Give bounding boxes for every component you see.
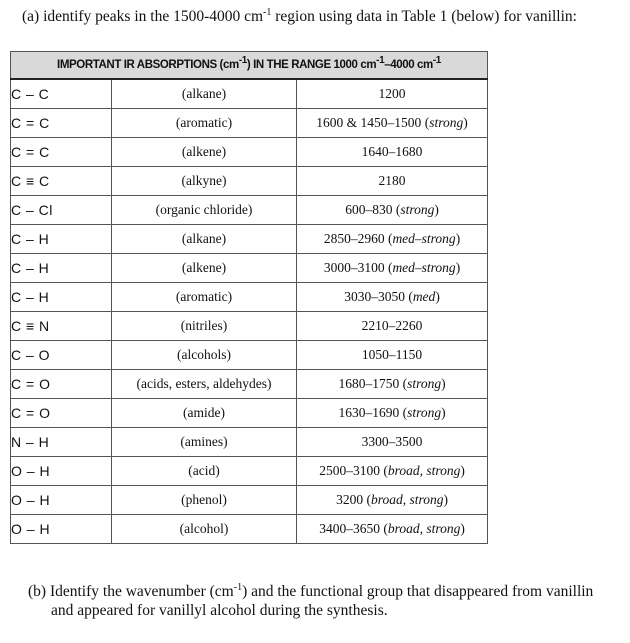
- wavenumber-range: 2500–3100: [319, 463, 380, 478]
- intensity-note: broad, strong: [387, 463, 461, 478]
- bond-cell: C = O: [11, 370, 112, 399]
- table-row: [11, 196, 488, 225]
- table-row: [11, 341, 488, 370]
- question-a-text: (a) identify peaks in the 1500-4000 cm: [22, 8, 264, 25]
- wavenumber-cell: 3030–3050 (med): [297, 283, 488, 312]
- wavenumber-cell: 3000–3100 (med–strong): [297, 254, 488, 283]
- compound-type-cell: (amines): [112, 428, 297, 457]
- table-row: [11, 457, 488, 486]
- bond-cell: O – H: [11, 457, 112, 486]
- table-row: [11, 138, 488, 167]
- intensity-note: strong: [407, 376, 442, 391]
- question-a: [22, 7, 577, 26]
- wavenumber-range: 3200: [336, 492, 364, 507]
- table-row: [11, 109, 488, 138]
- intensity-note: strong: [400, 202, 435, 217]
- table-header: IMPORTANT IR ABSORPTIONS $(cm^{-1})$ IN THE RANGE 1000 $cm^{-1}-4000$ $cm^{-1}$: [11, 52, 488, 80]
- intensity-note: med: [412, 289, 436, 304]
- wavenumber-cell: [297, 79, 488, 109]
- intensity-note: med–strong: [392, 231, 456, 246]
- wavenumber-cell: 1630–1690 (strong): [297, 399, 488, 428]
- compound-type-cell: (acid): [112, 457, 297, 486]
- wavenumber-range: 3400–3650: [319, 521, 380, 536]
- bond-cell: C – H: [11, 254, 112, 283]
- compound-type-cell: (alkyne): [112, 167, 297, 196]
- wavenumber-range: 1630–1690: [338, 405, 400, 420]
- wavenumber-range: 3000–3100: [323, 260, 385, 275]
- table-row: [11, 515, 488, 544]
- intensity-note: strong: [407, 405, 442, 420]
- wavenumber-range: 1600 & 1450–1500: [316, 115, 422, 130]
- compound-type-cell: (alcohols): [112, 341, 297, 370]
- wavenumber-cell: [297, 428, 488, 457]
- question-a-text-end: region using data in Table 1 (below) for vanillin:: [271, 8, 577, 25]
- bond-cell: C – H: [11, 225, 112, 254]
- intensity-note: broad, strong: [370, 492, 444, 507]
- bond-cell: O – H: [11, 486, 112, 515]
- compound-type-cell: (organic chloride): [112, 196, 297, 225]
- bond-cell: C – C: [11, 79, 112, 109]
- bond-cell: C = C: [11, 138, 112, 167]
- compound-type-cell: (phenol): [112, 486, 297, 515]
- wavenumber-range: 1640–1680: [361, 144, 423, 159]
- wavenumber-range: 2850–2960: [323, 231, 385, 246]
- table-row: [11, 79, 488, 109]
- bond-cell: C – Cl: [11, 196, 112, 225]
- wavenumber-cell: [297, 167, 488, 196]
- table-row: [11, 486, 488, 515]
- wavenumber-range: 3300–3500: [361, 434, 423, 449]
- wavenumber-range: 2210–2260: [361, 318, 423, 333]
- wavenumber-range: 1050–1150: [361, 347, 423, 362]
- intensity-note: med–strong: [392, 260, 456, 275]
- wavenumber-cell: 3200 (broad, strong): [297, 486, 488, 515]
- intensity-note: broad, strong: [387, 521, 461, 536]
- bond-cell: C ≡ C: [11, 167, 112, 196]
- wavenumber-range: 2180: [378, 173, 406, 188]
- question-b-superscript: -1: [233, 581, 243, 593]
- wavenumber-cell: [297, 341, 488, 370]
- wavenumber-range: 1680–1750: [338, 376, 400, 391]
- compound-type-cell: (aromatic): [112, 109, 297, 138]
- wavenumber-range: 600–830: [345, 202, 393, 217]
- table-row: [11, 312, 488, 341]
- wavenumber-cell: [297, 138, 488, 167]
- compound-type-cell: (alkane): [112, 79, 297, 109]
- wavenumber-range: 1200: [378, 86, 406, 101]
- wavenumber-range: 3030–3050: [344, 289, 405, 304]
- bond-cell: C ≡ N: [11, 312, 112, 341]
- table-row: [11, 370, 488, 399]
- question-b: [28, 582, 623, 620]
- compound-type-cell: (alkene): [112, 138, 297, 167]
- table-row: [11, 167, 488, 196]
- table-row: [11, 254, 488, 283]
- bond-cell: C – H: [11, 283, 112, 312]
- question-b-text: (b) Identify the wavenumber (cm: [28, 583, 234, 600]
- wavenumber-cell: 3400–3650 (broad, strong): [297, 515, 488, 544]
- ir-absorption-table: [10, 51, 488, 544]
- bond-cell: C = C: [11, 109, 112, 138]
- compound-type-cell: (acids, esters, aldehydes): [112, 370, 297, 399]
- question-b-line2: and appeared for vanillyl alcohol during the synthesis.: [51, 602, 388, 619]
- wavenumber-cell: [297, 312, 488, 341]
- compound-type-cell: (alkene): [112, 254, 297, 283]
- table-row: [11, 225, 488, 254]
- question-a-superscript: -1: [263, 6, 272, 18]
- bond-cell: O – H: [11, 515, 112, 544]
- bond-cell: C = O: [11, 399, 112, 428]
- wavenumber-cell: 2500–3100 (broad, strong): [297, 457, 488, 486]
- compound-type-cell: (amide): [112, 399, 297, 428]
- bond-cell: C – O: [11, 341, 112, 370]
- wavenumber-cell: 1600 & 1450–1500 (strong): [297, 109, 488, 138]
- table-body: [11, 79, 488, 544]
- wavenumber-cell: 1680–1750 (strong): [297, 370, 488, 399]
- table-row: [11, 428, 488, 457]
- question-b-text-end: ) and the functional group that disappeared from vanillin: [242, 583, 594, 600]
- wavenumber-cell: 600–830 (strong): [297, 196, 488, 225]
- compound-type-cell: (alkane): [112, 225, 297, 254]
- table-row: [11, 399, 488, 428]
- bond-cell: N – H: [11, 428, 112, 457]
- compound-type-cell: (nitriles): [112, 312, 297, 341]
- wavenumber-cell: 2850–2960 (med–strong): [297, 225, 488, 254]
- table-row: [11, 283, 488, 312]
- compound-type-cell: (alcohol): [112, 515, 297, 544]
- intensity-note: strong: [429, 115, 464, 130]
- compound-type-cell: (aromatic): [112, 283, 297, 312]
